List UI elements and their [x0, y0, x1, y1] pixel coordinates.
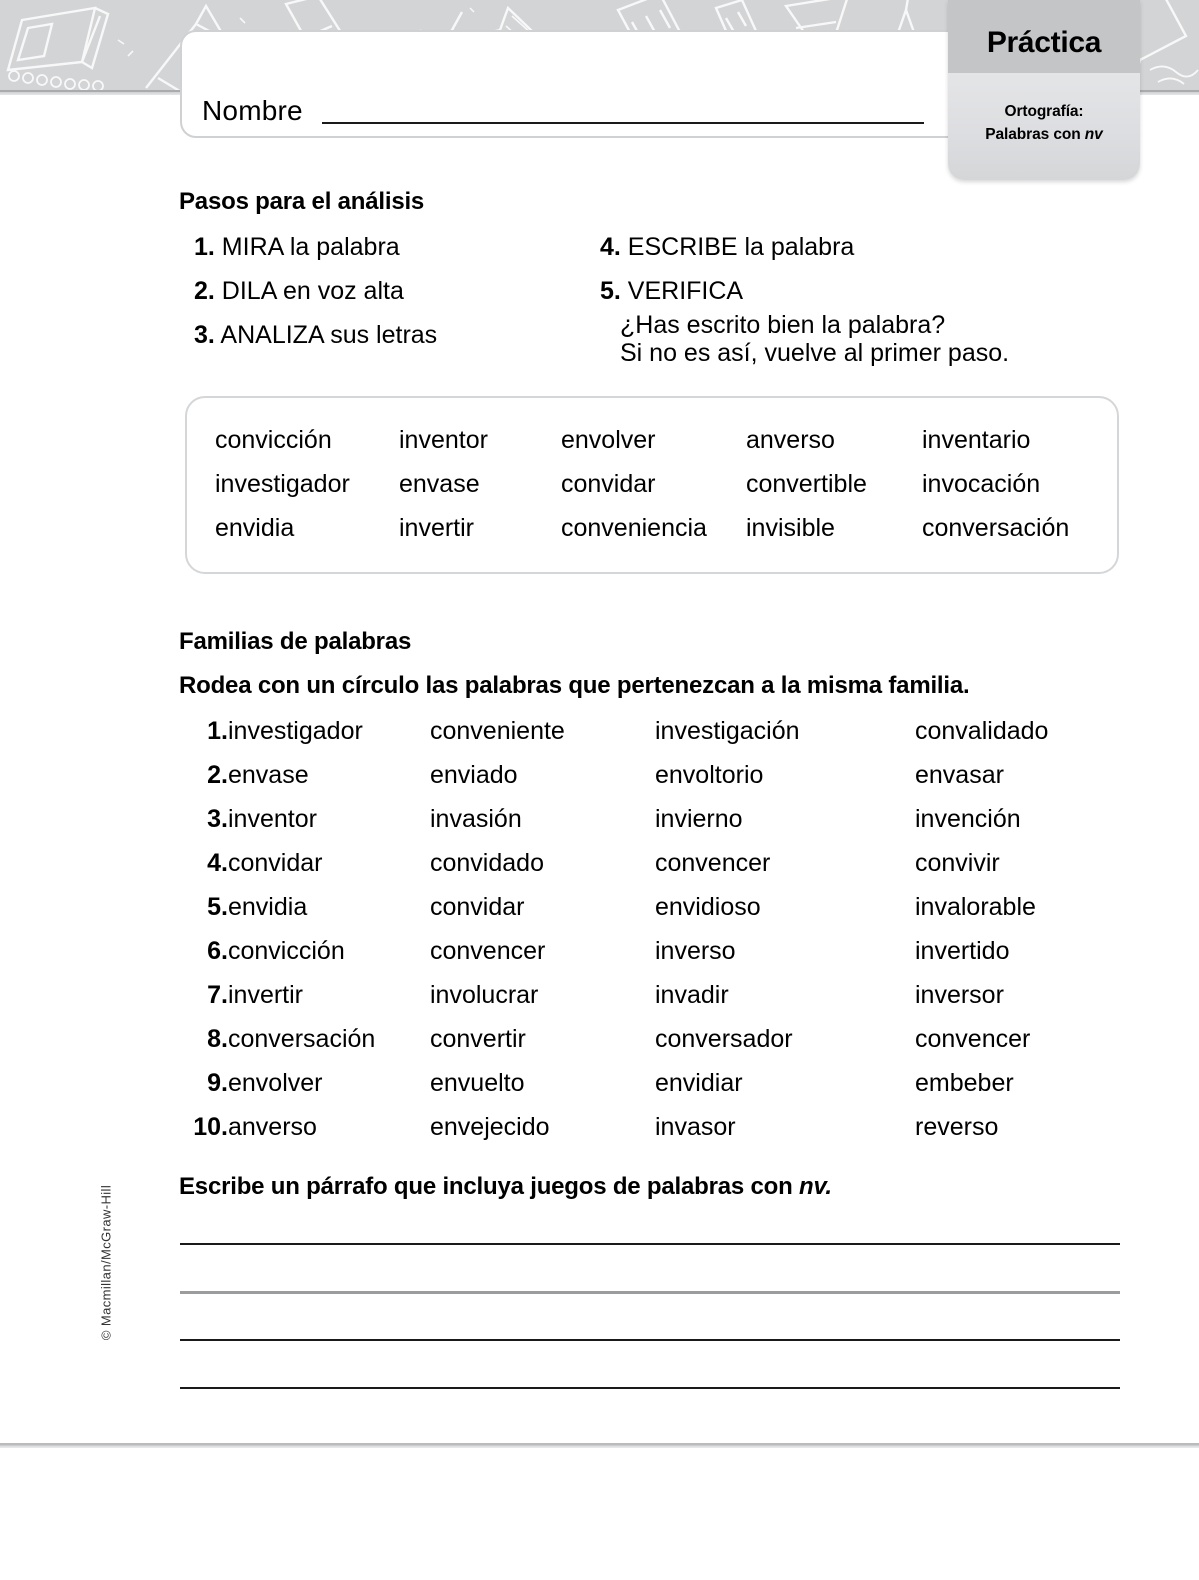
families-word-option[interactable]: convalidado: [915, 717, 1049, 745]
families-word-option[interactable]: invadir: [655, 981, 729, 1009]
families-word-option[interactable]: inversor: [915, 981, 1004, 1009]
families-word-option[interactable]: reverso: [915, 1113, 999, 1141]
families-word-option[interactable]: convencer: [430, 937, 546, 965]
step-number-3: 3.: [194, 321, 215, 349]
step-text-3: ANALIZA sus letras: [214, 321, 438, 349]
step-item-1: [194, 232, 400, 263]
spelling-word: inventario: [922, 426, 1031, 454]
families-word-option[interactable]: convertir: [430, 1025, 526, 1053]
copyright-notice: © Macmillan/McGraw-Hill: [98, 1184, 114, 1341]
step-text-5: VERIFICA: [620, 277, 744, 305]
families-heading: Familias de palabras: [179, 628, 412, 655]
spelling-word: conversación: [922, 514, 1070, 542]
step-text-4: ESCRIBE la palabra: [620, 233, 855, 261]
practice-tab-subtitle: [948, 100, 1140, 146]
families-word-option[interactable]: involucrar: [430, 981, 539, 1009]
families-word-option[interactable]: envolver: [228, 1069, 323, 1097]
families-word-option[interactable]: convicción: [228, 937, 345, 965]
spelling-word: envidia: [215, 514, 295, 542]
spelling-word: investigador: [215, 470, 350, 498]
families-row-number: 6.: [207, 937, 228, 965]
spelling-word: invisible: [746, 514, 835, 542]
families-word-option[interactable]: envejecido: [430, 1113, 550, 1141]
families-word-option[interactable]: invalorable: [915, 893, 1036, 921]
spelling-word: envase: [399, 470, 480, 498]
families-word-option[interactable]: envoltorio: [655, 761, 764, 789]
families-word-option[interactable]: invasión: [430, 805, 522, 833]
spelling-word: invertir: [399, 514, 475, 542]
families-word-option[interactable]: investigador: [228, 717, 363, 745]
spelling-word: invocación: [922, 470, 1041, 498]
families-word-option[interactable]: invertir: [228, 981, 304, 1009]
families-row-number: 3.: [207, 805, 228, 833]
families-word-option[interactable]: invertido: [915, 937, 1010, 965]
families-row-number: 4.: [207, 849, 228, 877]
families-word-option[interactable]: invención: [915, 805, 1021, 833]
families-row-number: 2.: [207, 761, 228, 789]
verify-instruction: Si no es así, vuelve al primer paso.: [620, 339, 1010, 367]
families-row-number: 7.: [207, 981, 228, 1009]
spelling-word: convidar: [561, 470, 656, 498]
families-word-option[interactable]: convidar: [228, 849, 323, 877]
step-number-2: 2.: [194, 277, 215, 305]
spelling-word: conveniencia: [561, 514, 707, 542]
step-number-4: 4.: [600, 233, 621, 261]
families-word-option[interactable]: envasar: [915, 761, 1004, 789]
families-word-option[interactable]: convencer: [655, 849, 771, 877]
name-write-line[interactable]: [322, 122, 924, 124]
spelling-word: envolver: [561, 426, 656, 454]
write-line[interactable]: [180, 1291, 1120, 1294]
families-word-option[interactable]: invierno: [655, 805, 743, 833]
verify-question: ¿Has escrito bien la palabra?: [620, 311, 946, 339]
families-word-option[interactable]: embeber: [915, 1069, 1014, 1097]
families-word-option[interactable]: inverso: [655, 937, 736, 965]
families-word-option[interactable]: invasor: [655, 1113, 736, 1141]
write-line[interactable]: [180, 1339, 1120, 1341]
paragraph-prompt-text: Escribe un párrafo que incluya juegos de palabras con: [179, 1173, 800, 1200]
families-word-option[interactable]: convidado: [430, 849, 544, 877]
steps-heading: Pasos para el análisis: [179, 188, 425, 215]
spelling-word: anverso: [746, 426, 835, 454]
practice-tab-topic-prefix: Palabras con: [985, 126, 1085, 143]
families-row-number: 1.: [207, 717, 228, 745]
spelling-word: convertible: [746, 470, 867, 498]
write-line[interactable]: [180, 1243, 1120, 1245]
families-row-number: 9.: [207, 1069, 228, 1097]
families-instruction: Rodea con un círculo las palabras que pertenezcan a la misma familia.: [179, 672, 970, 699]
paragraph-prompt-emphasis: nv.: [799, 1173, 832, 1200]
families-word-option[interactable]: conversación: [228, 1025, 376, 1053]
families-word-option[interactable]: conveniente: [430, 717, 565, 745]
step-item-5: [600, 276, 743, 307]
step-number-5: 5.: [600, 277, 621, 305]
families-word-option[interactable]: convidar: [430, 893, 525, 921]
families-row-number: 10.: [193, 1113, 228, 1141]
families-word-option[interactable]: envidiar: [655, 1069, 743, 1097]
spelling-word: inventor: [399, 426, 488, 454]
families-word-option[interactable]: investigación: [655, 717, 800, 745]
families-word-option[interactable]: envidioso: [655, 893, 761, 921]
spelling-word: convicción: [215, 426, 332, 454]
practice-tab-title: Práctica: [986, 26, 1102, 59]
step-item-4: [600, 232, 854, 263]
step-text-2: DILA en voz alta: [214, 277, 404, 305]
step-item-3: [194, 320, 437, 351]
families-word-option[interactable]: envuelto: [430, 1069, 525, 1097]
step-item-2: [194, 276, 404, 307]
step-number-1: 1.: [194, 233, 215, 261]
families-row-number: 5.: [207, 893, 228, 921]
practice-tab-subject: Ortografía:: [1004, 103, 1084, 120]
families-word-option[interactable]: anverso: [228, 1113, 317, 1141]
families-word-option[interactable]: convivir: [915, 849, 1000, 877]
families-word-option[interactable]: inventor: [228, 805, 317, 833]
families-word-option[interactable]: envidia: [228, 893, 308, 921]
step-text-1: MIRA la palabra: [214, 233, 400, 261]
families-word-option[interactable]: convencer: [915, 1025, 1031, 1053]
name-label: Nombre: [202, 95, 303, 126]
write-line[interactable]: [180, 1387, 1120, 1389]
practice-tab-topic-emphasis: nv: [1084, 126, 1103, 143]
families-word-option[interactable]: envase: [228, 761, 309, 789]
families-row-number: 8.: [207, 1025, 228, 1053]
families-word-option[interactable]: conversador: [655, 1025, 793, 1053]
paragraph-prompt: [179, 1173, 832, 1201]
practice-tab: [948, 0, 1140, 180]
families-word-option[interactable]: enviado: [430, 761, 518, 789]
footer-rule: [0, 1443, 1199, 1448]
